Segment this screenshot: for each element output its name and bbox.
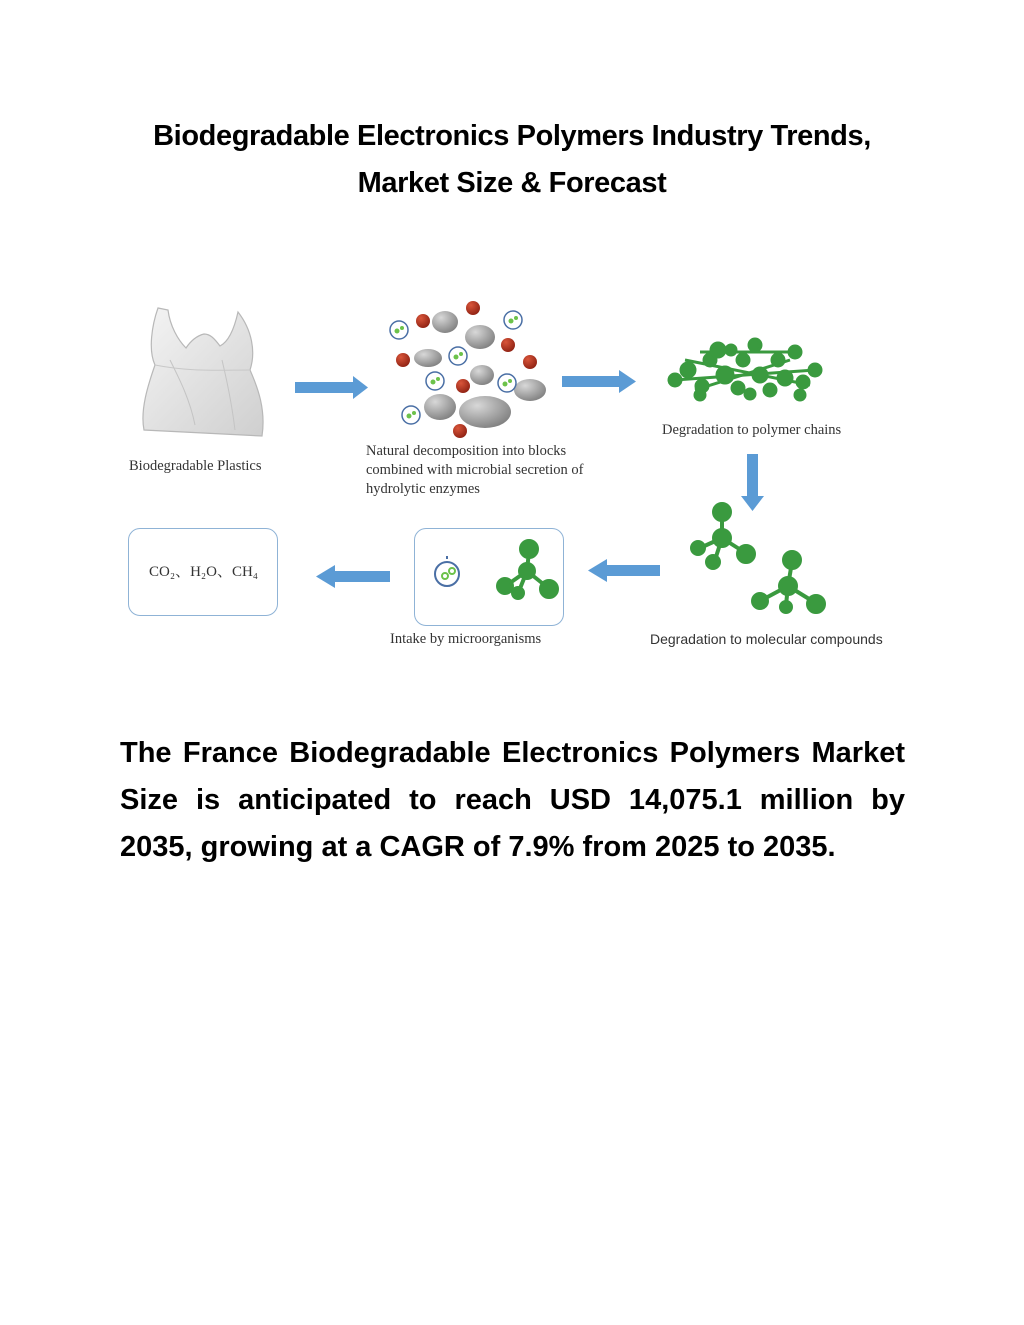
end-products-formula: CO₂、H₂O、CH₄ <box>149 564 259 580</box>
decomposition-label-line-2: combined with microbial secretion of <box>366 462 584 478</box>
molecular-compounds-icon <box>692 504 824 612</box>
decomposition-label-line-3: hydrolytic enzymes <box>366 481 480 497</box>
page-title <box>100 113 924 207</box>
polymer-chains-icon <box>669 339 821 400</box>
plastic-bag-icon <box>143 308 263 436</box>
step-biodegradable-plastics-label: Biodegradable Plastics <box>129 458 262 474</box>
biodegradation-diagram <box>110 290 920 670</box>
arrow-right-icon <box>295 376 368 399</box>
title-line-2: Market Size & Forecast <box>357 167 667 199</box>
step-molecular-compounds-label: Degradation to molecular compounds <box>650 631 883 647</box>
decomposition-label-line-1: Natural decomposition into blocks <box>366 443 567 459</box>
market-summary: The France Biodegradable Electronics Polymers Market Size is anticipated to reach USD 14,075.1 million by 2035, growing at a CAGR of 7.9% from 2025 to 2035. <box>120 737 905 863</box>
end-products-box <box>128 528 278 616</box>
arrow-left-icon <box>588 559 660 582</box>
arrow-down-icon <box>741 454 764 511</box>
microorganism-intake-box <box>414 528 564 626</box>
decomposition-blocks-icon <box>390 301 546 438</box>
step-microorganism-intake-label: Intake by microorganisms <box>390 631 542 647</box>
arrow-left-icon <box>316 565 390 588</box>
arrow-right-icon <box>562 370 636 393</box>
step-polymer-chains-label: Degradation to polymer chains <box>662 422 842 438</box>
title-line-1: Biodegradable Electronics Polymers Industry Trends, <box>153 120 871 152</box>
step-decomposition-label <box>366 442 583 499</box>
microorganism-icon <box>415 529 563 625</box>
